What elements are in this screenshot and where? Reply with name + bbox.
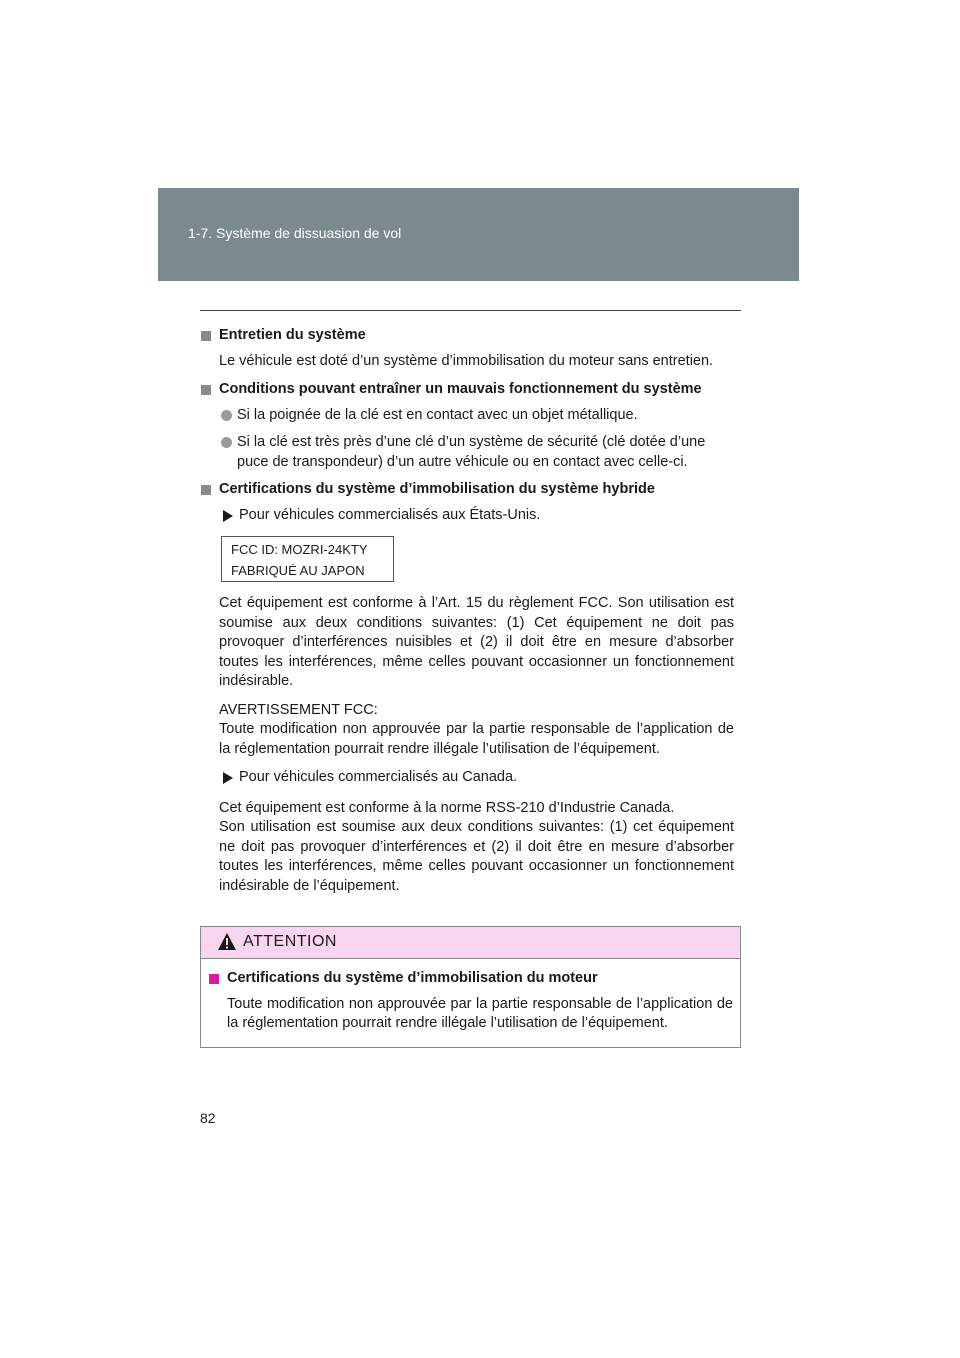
square-bullet-icon	[201, 485, 211, 495]
section-heading-maintenance: Entretien du système	[200, 326, 741, 346]
made-in-text: FABRIQUÉ AU JAPON	[231, 563, 365, 578]
attention-label: ATTENTION	[243, 933, 337, 950]
triangle-right-icon	[223, 772, 233, 784]
attention-box	[200, 926, 741, 1048]
attention-header	[201, 927, 740, 959]
chapter-header	[158, 188, 799, 281]
fcc-warning	[219, 701, 734, 760]
us-vehicles-label: Pour véhicules commercialisés aux États-Unis.	[221, 506, 741, 526]
list-item: Si la clé est très près d’une clé d’un système de sécurité (clé dotée d’une puce de transpondeur) d’un autre véhicule ou en contact avec celle-ci.	[221, 433, 734, 472]
section-heading-malfunction: Conditions pouvant entraîner un mauvais fonctionnement du système	[200, 380, 741, 400]
chapter-title: 1-7. Système de dissuasion de vol	[188, 225, 402, 241]
section-heading-certifications: Certifications du système d’immobilisation du système hybride	[200, 480, 741, 500]
fcc-warning-text: Toute modification non approuvée par la partie responsable de l’application de la réglementation pourrait rendre illégale l’utilisation de l’équipement.	[219, 721, 734, 757]
fcc-warning-title: AVERTISSEMENT FCC:	[219, 701, 378, 718]
square-bullet-icon	[209, 974, 219, 984]
maintenance-text: Le véhicule est doté d’un système d’immobilisation du moteur sans entretien.	[219, 352, 714, 369]
list-item: Si la poignée de la clé est en contact avec un objet métallique.	[221, 406, 734, 426]
section-divider	[200, 310, 741, 311]
fcc-compliance-text: Cet équipement est conforme à l’Art. 15 du règlement FCC. Son utilisation est soumise aux deux conditions suivantes: (1) Cet équipement ne doit pas provoquer d’interférences nuisibles et (2) il doit être en mesure d’absorber toutes les interférences, même celles pouvant occasionner un fonctionnement indésirable.	[219, 595, 734, 689]
fcc-id-text: FCC ID: MOZRI-24KTY	[231, 542, 368, 557]
attention-text: Toute modification non approuvée par la partie responsable de l’application de la réglementation pourrait rendre illégale l’utilisation de l’équipement.	[227, 995, 733, 1031]
page-number: 82	[200, 1110, 216, 1126]
circle-bullet-icon	[221, 410, 232, 421]
attention-body	[201, 959, 740, 1034]
canada-vehicles-label: Pour véhicules commercialisés au Canada.	[221, 768, 741, 788]
fcc-id-box	[221, 536, 394, 582]
canada-compliance	[219, 799, 734, 897]
circle-bullet-icon	[221, 437, 232, 448]
square-bullet-icon	[201, 385, 211, 395]
page-content	[200, 326, 741, 905]
canada-conditions-text: Son utilisation est soumise aux deux conditions suivantes: (1) cet équipement ne doit pas provoquer d’interférences et (2) il doit être en mesure d’absorber toutes les interférences, même celles pouvant occasionner un fonctionnement indésirable de l’équipement.	[219, 819, 734, 894]
canada-rss-text: Cet équipement est conforme à la norme RSS-210 d’Industrie Canada.	[219, 799, 675, 816]
triangle-right-icon	[223, 510, 233, 522]
square-bullet-icon	[201, 331, 211, 341]
attention-heading: Certifications du système d’immobilisation du moteur	[209, 969, 733, 989]
warning-triangle-icon	[217, 932, 237, 951]
